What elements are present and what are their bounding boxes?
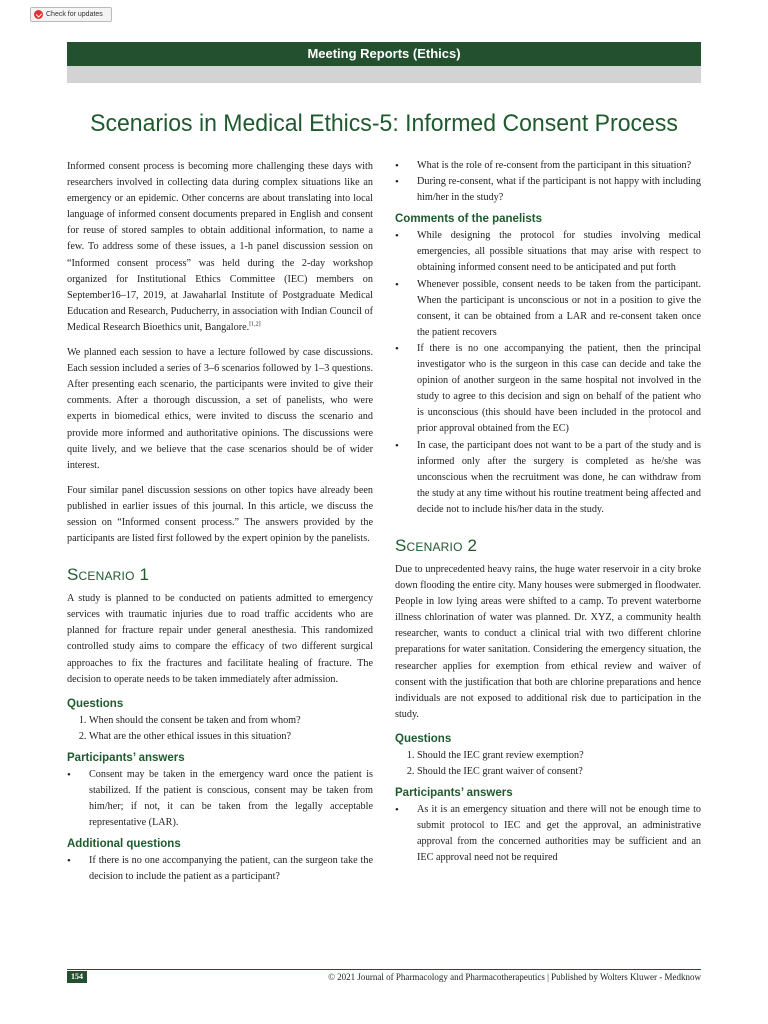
list-item: 1. When should the consent be taken and from whom?	[89, 713, 373, 729]
list-item: 1. Should the IEC grant review exemption?	[417, 748, 701, 764]
list-item: 2. What are the other ethical issues in this situation?	[89, 729, 373, 745]
list-item: 2. Should the IEC grant waiver of consent?	[417, 764, 701, 780]
page-number: 154	[67, 971, 87, 983]
list-item: • If there is no one accompanying the patient, then the principal investigator who is the surgeon in this case can decide and take the opinion of another surgeon in the same hospital not involved in the study to agree to this decision and sign on behalf of the patient who is unconscious (this should have been included in the protocol and prior approval obtained from the EC)	[417, 341, 701, 438]
section-header: Meeting Reports (Ethics)	[67, 42, 701, 66]
scenario-2-answers-heading: Participants’ answers	[395, 787, 513, 800]
list-item: • Consent may be taken in the emergency ward once the patient is stabilized. If the patient is conscious, consent may be taken from him/her; if not, it can be taken from the legally acceptable representative (LAR).	[89, 767, 373, 831]
scenario-2-text: Due to unprecedented heavy rains, the huge water reservoir in a city broke down flooding the entire city. Many houses were submerged in floodwater. People in low lying areas were shifted to a camp. To prevent waterborne illness chlorination of water was planned. Dr. XYZ, a community health researcher, wants to conduct a clinical trial with two different chlorine preparations for water sanitation. Considering the emergency situation, the researcher applies for exemption from ethical review and waiver of consent with the justification that both are chlorine preparations and hence individuals are not exposed to additional risk due to participation in the study.	[395, 563, 701, 720]
intro-paragraph-3: Four similar panel discussion sessions on other topics have already been published in earlier issues of this journal. In this article, we discuss the session on “Informed consent process.” The answers provided by the participants are listed first followed by the expert opinion by the panelists.	[67, 484, 373, 545]
right-column	[395, 158, 701, 870]
scenario-1-questions-heading: Questions	[67, 697, 124, 710]
scenario-2-questions	[395, 748, 701, 780]
check-for-updates-button[interactable]	[30, 7, 112, 22]
article-title: Scenarios in Medical Ethics-5: Informed Consent Process	[90, 110, 678, 137]
scenario-1-text: A study is planned to be conducted on patients admitted to emergency services with traumatic injuries due to road traffic accidents who are planned for fracture repair under general anesthesia. This randomized controlled study aims to compare the efficacy of two different surgical approaches to fix the fractures and facilitate healing of fracture. The decision to operate needs to be taken immediately after admission.	[67, 593, 373, 685]
panelists-comments	[395, 228, 701, 518]
list-item: • Whenever possible, consent needs to be taken from the participant. When the participant is unconscious or not in a position to give the consent, it can be obtained from a LAR and re-consent taken once the patient recovers	[417, 277, 701, 341]
list-item: • While designing the protocol for studies involving medical emergencies, all possible situations that may arise with respect to obtaining informed consent need to be anticipated and put forth	[417, 228, 701, 276]
footer-copyright: © 2021 Journal of Pharmacology and Pharmacotherapeutics | Published by Wolters Kluwer - Medknow	[328, 972, 701, 982]
scenario-1-heading: Scenario 1	[67, 565, 150, 585]
left-column	[67, 159, 373, 889]
scenario-1-additional-heading: Additional questions	[67, 838, 181, 851]
panelists-comments-heading: Comments of the panelists	[395, 213, 542, 226]
scenario-1-questions	[67, 713, 373, 745]
list-item: • What is the role of re-consent from the participant in this situation?	[417, 158, 701, 174]
reference-superscript[interactable]: [1,2]	[249, 321, 261, 328]
list-item: • During re-consent, what if the participant is not happy with including him/her in the study?	[417, 174, 701, 206]
scenario-2-answers	[395, 802, 701, 866]
list-item: • As it is an emergency situation and there will not be enough time to submit protocol to IEC and get the approval, an administrative approval from the concerned authorities may be sufficient and an IEC approval need not be required	[417, 802, 701, 866]
scenario-1-answers	[67, 767, 373, 831]
scenario-2-questions-heading: Questions	[395, 732, 452, 745]
check-for-updates-label: Check for updates	[46, 11, 103, 18]
check-updates-icon	[34, 10, 43, 19]
section-header-band	[67, 66, 701, 83]
list-item: • In case, the participant does not want to be a part of the study and is informed only after the surgery is completed as he/she was unconscious when the recruitment was done, he can withdraw from the study at any time without his routine treatment being affected and decide not to include his/her data in the study.	[417, 438, 701, 518]
scenario-2-heading: Scenario 2	[395, 535, 478, 555]
scenario-1-answers-heading: Participants’ answers	[67, 751, 185, 764]
list-item: • If there is no one accompanying the patient, can the surgeon take the decision to include the patient as a participant?	[89, 853, 373, 885]
intro-paragraph-2: We planned each session to have a lecture followed by case discussions. Each session included a series of 3–6 scenarios followed by 1–3 questions. After presenting each scenario, the participants were invited to give their comments. After a thorough discussion, a set of panelists, who were experts in biomedical ethics, were invited to discuss the scenario and provide more informed and authoritative opinions. The discussions were quite lively, and we believe that the case scenarios should be of wider interest.	[67, 347, 373, 471]
scenario-1-additional-questions	[67, 853, 373, 885]
scenario-1-additional-questions-continued	[395, 158, 701, 206]
intro-paragraph-1: Informed consent process is becoming more challenging these days with researchers involved in collecting data during complex situations like an emergency or an epidemic. Other concerns are about translating into local language of informed consent documents prepared in English and consent for reuse of stored samples to obtain additional information, to name a few. To address some of these issues, a 1-h panel discussion session on “Informed consent process” was held during the 2-day workshop organized for Institutional Ethics Committee (IEC) members on September16–17, 2019, at Jawaharlal Institute of Postgraduate Medical Education and Research, Puducherry, in association with Indian Council of Medical Research Bioethics unit, Bangalore.[1,2]	[67, 161, 373, 333]
